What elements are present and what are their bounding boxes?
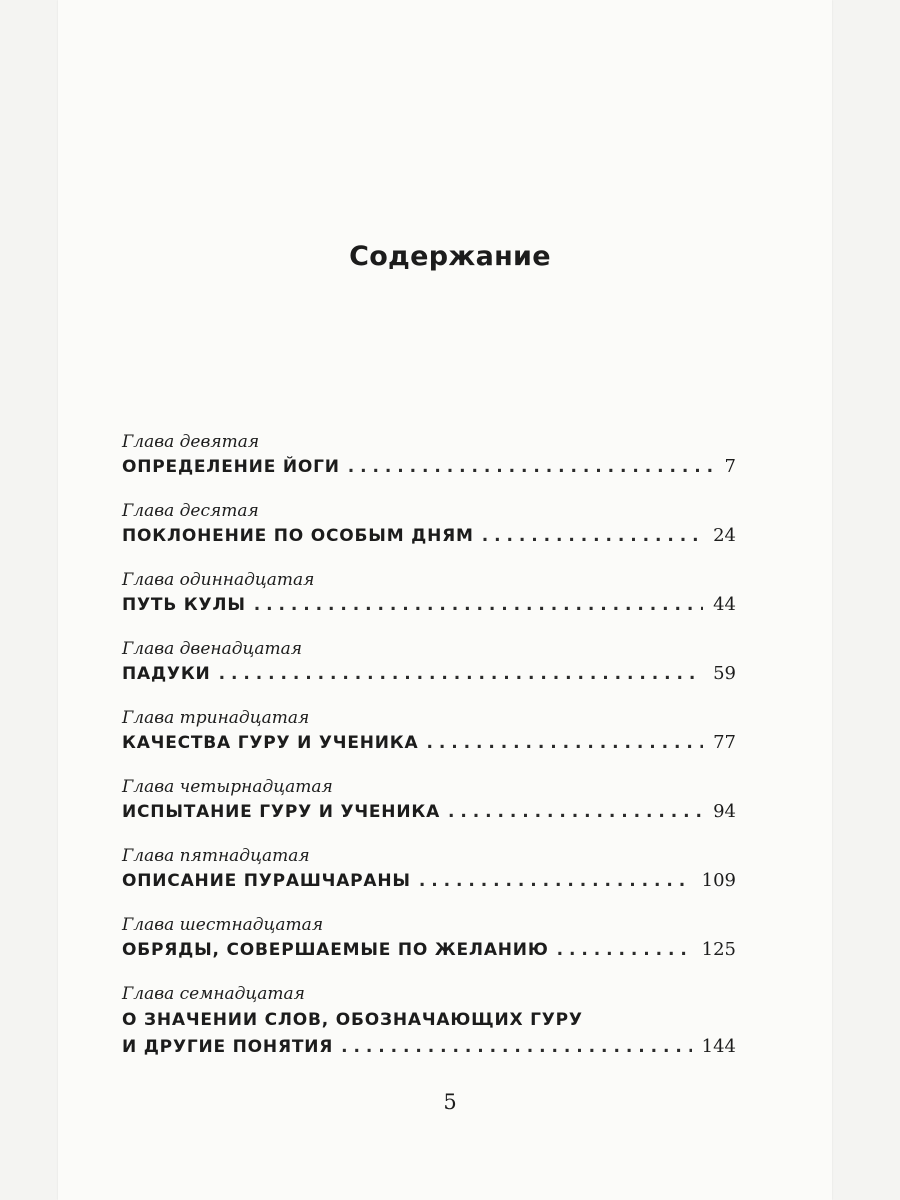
table-of-contents <box>122 432 736 1084</box>
toc-entry-title: ИСПЫТАНИЕ ГУРУ И УЧЕНИКА <box>122 802 441 822</box>
toc-leader-dots <box>448 799 703 825</box>
toc-entry-row <box>122 454 736 480</box>
toc-page-number: 77 <box>713 732 736 753</box>
toc-entry-title: ПАДУКИ <box>122 664 211 684</box>
toc-entry-row <box>122 592 736 618</box>
toc-entry[interactable] <box>122 915 736 984</box>
toc-entry-row <box>122 661 736 687</box>
toc-entry-title: ОБРЯДЫ, СОВЕРШАЕМЫЕ ПО ЖЕЛАНИЮ <box>122 940 549 960</box>
toc-leader-dots <box>419 868 692 894</box>
toc-entry-row <box>122 937 736 963</box>
toc-page-number: 109 <box>701 870 736 891</box>
toc-entry[interactable] <box>122 501 736 570</box>
toc-entry-title-line1: О ЗНАЧЕНИИ СЛОВ, ОБОЗНАЧАЮЩИХ ГУРУ <box>122 1010 583 1030</box>
toc-entry-title: ОПРЕДЕЛЕНИЕ ЙОГИ <box>122 457 340 477</box>
toc-entry[interactable] <box>122 708 736 777</box>
toc-chapter-label: Глава пятнадцатая <box>122 846 310 866</box>
toc-entry[interactable] <box>122 984 736 1084</box>
toc-chapter-label: Глава четырнадцатая <box>122 777 333 797</box>
toc-entry-title: ПОКЛОНЕНИЕ ПО ОСОБЫМ ДНЯМ <box>122 526 474 546</box>
toc-entry-row <box>122 799 736 825</box>
toc-page-number: 125 <box>701 939 736 960</box>
toc-entry[interactable] <box>122 777 736 846</box>
toc-entry-title: ОПИСАНИЕ ПУРАШЧАРАНЫ <box>122 871 411 891</box>
page-title: Содержание <box>349 241 551 272</box>
toc-entry[interactable] <box>122 570 736 639</box>
toc-leader-dots <box>348 454 715 480</box>
toc-leader-dots <box>219 661 704 687</box>
toc-page-number: 7 <box>724 456 736 477</box>
toc-entry-title: КАЧЕСТВА ГУРУ И УЧЕНИКА <box>122 733 419 753</box>
toc-page-number: 44 <box>713 594 736 615</box>
toc-entry-row <box>122 523 736 549</box>
toc-entry[interactable] <box>122 846 736 915</box>
toc-page-number: 24 <box>713 525 736 546</box>
toc-page-number: 94 <box>713 801 736 822</box>
toc-page-number: 59 <box>713 663 736 684</box>
toc-chapter-label: Глава тринадцатая <box>122 708 310 728</box>
toc-leader-dots <box>341 1034 691 1060</box>
page-number: 5 <box>443 1090 457 1114</box>
toc-page-number: 144 <box>701 1036 736 1057</box>
toc-entry-row <box>122 1034 736 1060</box>
toc-entry-title: ПУТЬ КУЛЫ <box>122 595 246 615</box>
toc-chapter-label: Глава десятая <box>122 501 259 521</box>
toc-chapter-label: Глава девятая <box>122 432 260 452</box>
toc-entry-row <box>122 730 736 756</box>
toc-chapter-label: Глава одиннадцатая <box>122 570 315 590</box>
toc-entry[interactable] <box>122 639 736 708</box>
toc-leader-dots <box>426 730 703 756</box>
toc-leader-dots <box>254 592 703 618</box>
toc-entry-title-line2: И ДРУГИЕ ПОНЯТИЯ <box>122 1037 334 1057</box>
toc-leader-dots <box>482 523 703 549</box>
toc-entry-row <box>122 868 736 894</box>
toc-chapter-label: Глава шестнадцатая <box>122 915 324 935</box>
toc-chapter-label: Глава семнадцатая <box>122 984 305 1004</box>
toc-entry[interactable] <box>122 432 736 501</box>
toc-chapter-label: Глава двенадцатая <box>122 639 302 659</box>
toc-leader-dots <box>557 937 692 963</box>
